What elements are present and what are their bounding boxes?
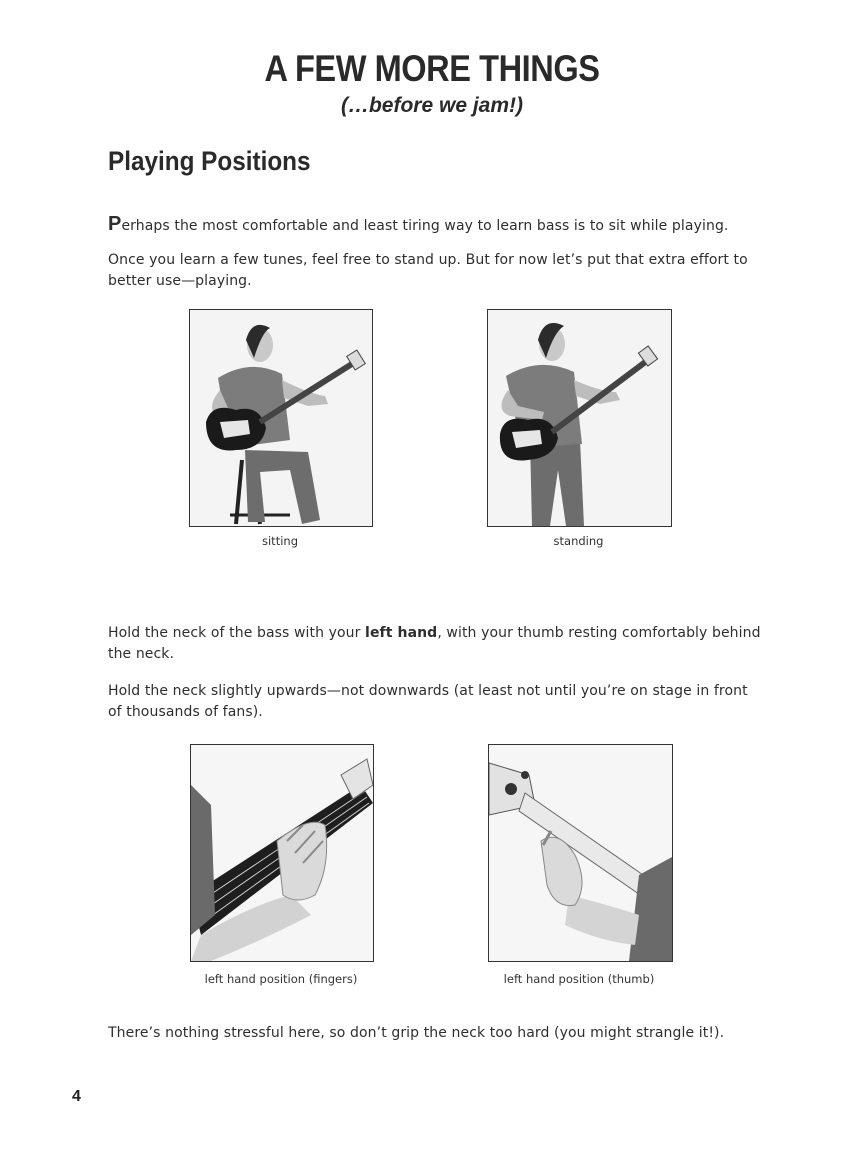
left-hand-thumb-photo [488,744,673,962]
paragraph-grip: There’s nothing stressful here, so don’t grip the neck too hard (you might strangle it!). [108,1025,725,1041]
bassist-sitting-photo [189,309,373,527]
caption-standing: standing [553,534,604,548]
page-title: A FEW MORE THINGS [264,48,600,89]
paragraph-sit-text: erhaps the most comfortable and least tiring way to learn bass is to sit while playing. [121,218,729,234]
drop-cap: P [108,213,122,235]
paragraph-sit [108,214,764,237]
caption-fingers: left hand position (fingers) [204,972,358,986]
page-number: 4 [72,1088,81,1105]
paragraph-neck-angle: Hold the neck slightly upwards—not downwards (at least not until you’re on stage in front of thousands of fans). [108,683,748,720]
left-hand-text-start: Hold the neck of the bass with your [108,625,366,641]
caption-thumb: left hand position (thumb) [503,972,655,986]
page-subtitle: (…before we jam!) [340,94,524,117]
bassist-standing-photo [487,309,672,527]
paragraph-stand: Once you learn a few tunes, feel free to stand up. But for now let’s put that extra effort to better use—playing. [108,252,748,289]
left-hand-text-end: , with your thumb resting comfortably behind the neck. [108,625,761,662]
left-hand-bold: left hand [365,625,438,641]
caption-sitting: sitting [262,534,298,548]
left-hand-fingers-photo [190,744,374,962]
section-heading: Playing Positions [108,146,311,176]
paragraph-left-hand [108,623,764,665]
